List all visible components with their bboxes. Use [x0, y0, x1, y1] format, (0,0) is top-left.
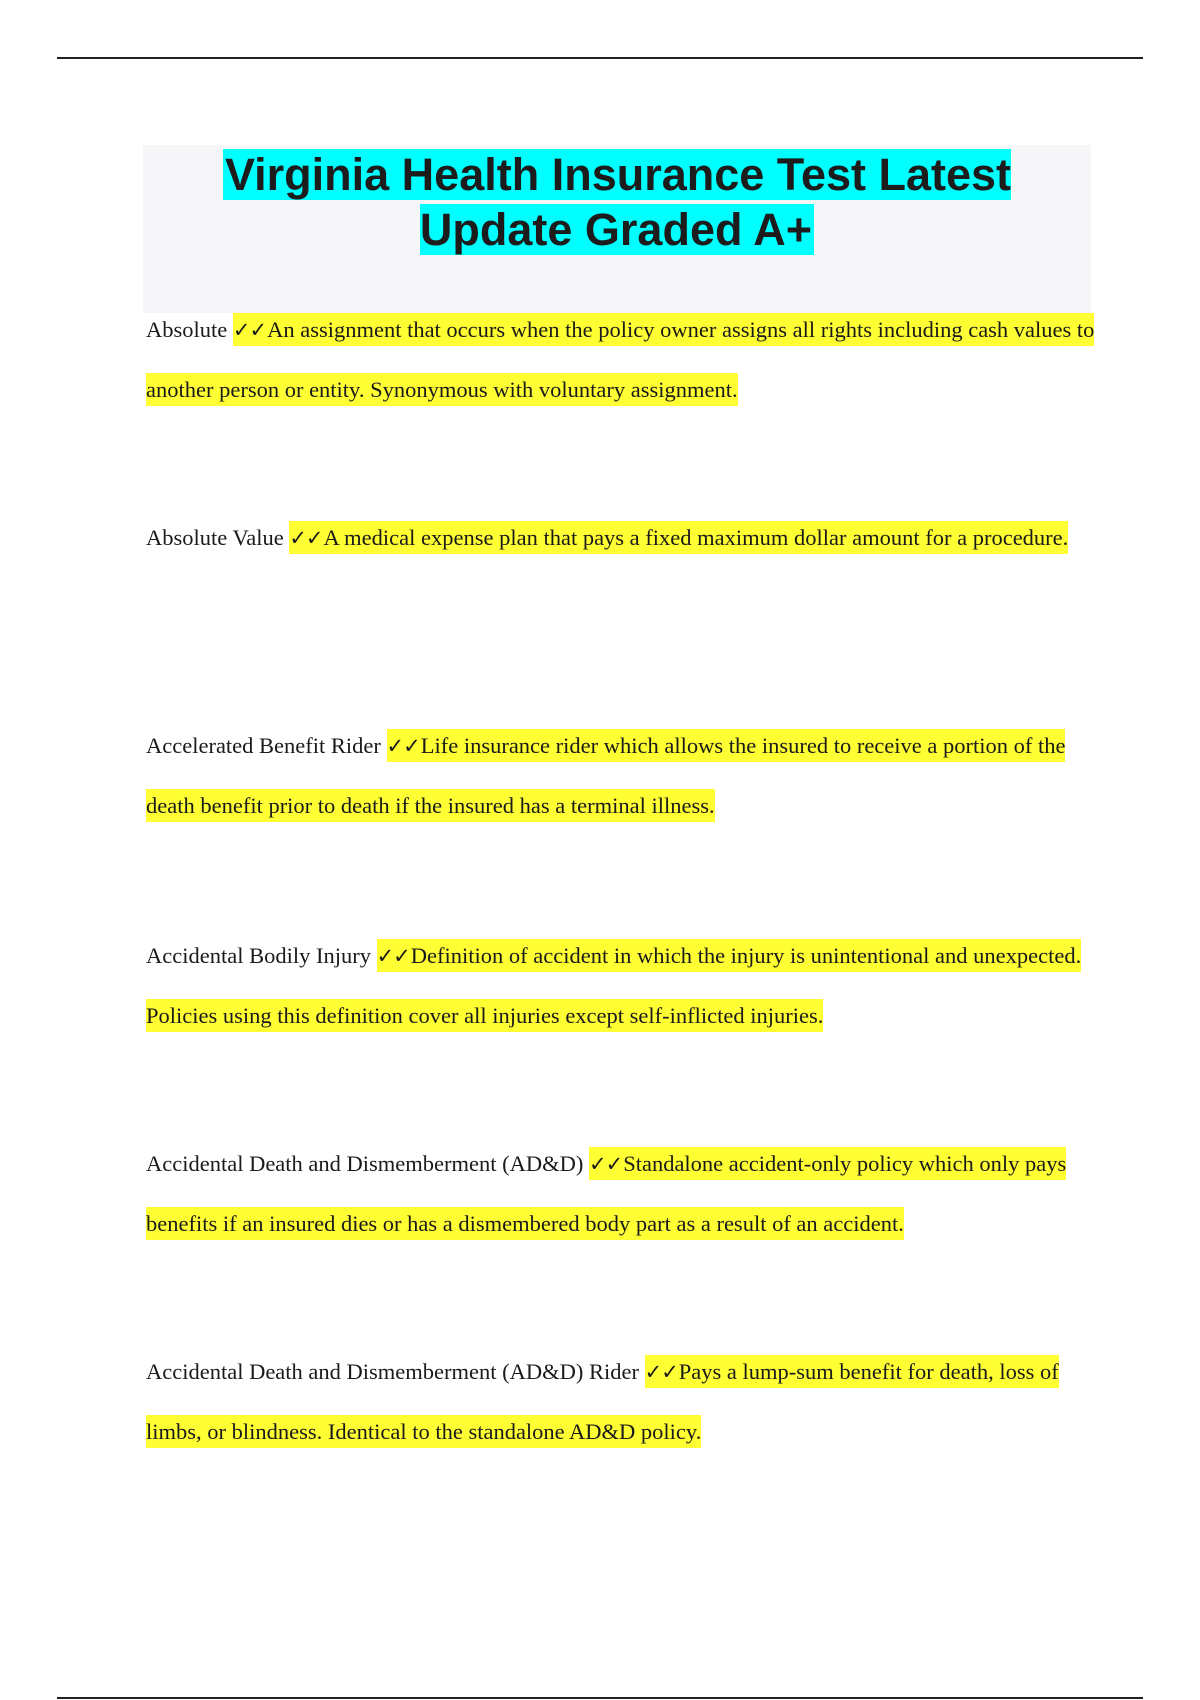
entry-definition: A medical expense plan that pays a fixed maximum dollar amount for a procedure. [323, 525, 1069, 550]
double-check-icon: ✓✓ [376, 944, 410, 968]
entry-definition: Pays a lump-sum benefit for death, loss of limbs, or blindness. Identical to the standalone AD&D policy. [146, 1359, 1059, 1444]
double-check-icon: ✓✓ [386, 734, 420, 758]
entry-term: Accidental Death and Dismemberment (AD&D) [146, 1151, 584, 1176]
entry-definition-highlight [289, 521, 1068, 554]
entry-definition-highlight [146, 313, 1094, 406]
page-bottom-rule [57, 1697, 1143, 1699]
title-block [143, 145, 1091, 313]
glossary-entry-add [146, 1134, 1096, 1254]
entry-definition: Life insurance rider which allows the insured to receive a portion of the death benefit prior to death if the insured has a terminal illness. [146, 733, 1066, 818]
entry-definition: Standalone accident-only policy which only pays benefits if an insured dies or has a dismembered body part as a result of an accident. [146, 1151, 1067, 1236]
entry-term: Accidental Death and Dismemberment (AD&D) Rider [146, 1359, 639, 1384]
glossary-entry-absolute [146, 300, 1096, 420]
glossary-entry-absolute-value [146, 508, 1096, 568]
entry-definition: Definition of accident in which the injury is unintentional and unexpected. Policies using this definition cover all injuries except self-inflicted injuries. [146, 943, 1082, 1028]
double-check-icon: ✓✓ [289, 526, 323, 550]
entry-term: Absolute [146, 317, 228, 342]
entry-term: Accidental Bodily Injury [146, 943, 371, 968]
double-check-icon: ✓✓ [588, 1152, 623, 1176]
entry-term: Accelerated Benefit Rider [146, 733, 381, 758]
glossary-entry-accelerated-benefit-rider [146, 716, 1096, 836]
page-top-rule [57, 57, 1143, 59]
entry-definition: An assignment that occurs when the policy owner assigns all rights including cash values to another person or entity. Synonymous with voluntary assignment. [146, 317, 1095, 402]
entry-term: Absolute Value [146, 525, 284, 550]
glossary-entry-add-rider [146, 1342, 1096, 1462]
double-check-icon: ✓✓ [644, 1360, 678, 1384]
title-highlight: Virginia Health Insurance Test Latest Update Graded A+ [224, 149, 1012, 255]
document-title [143, 145, 1091, 257]
glossary-entry-accidental-bodily-injury [146, 926, 1096, 1046]
double-check-icon: ✓✓ [232, 318, 267, 342]
